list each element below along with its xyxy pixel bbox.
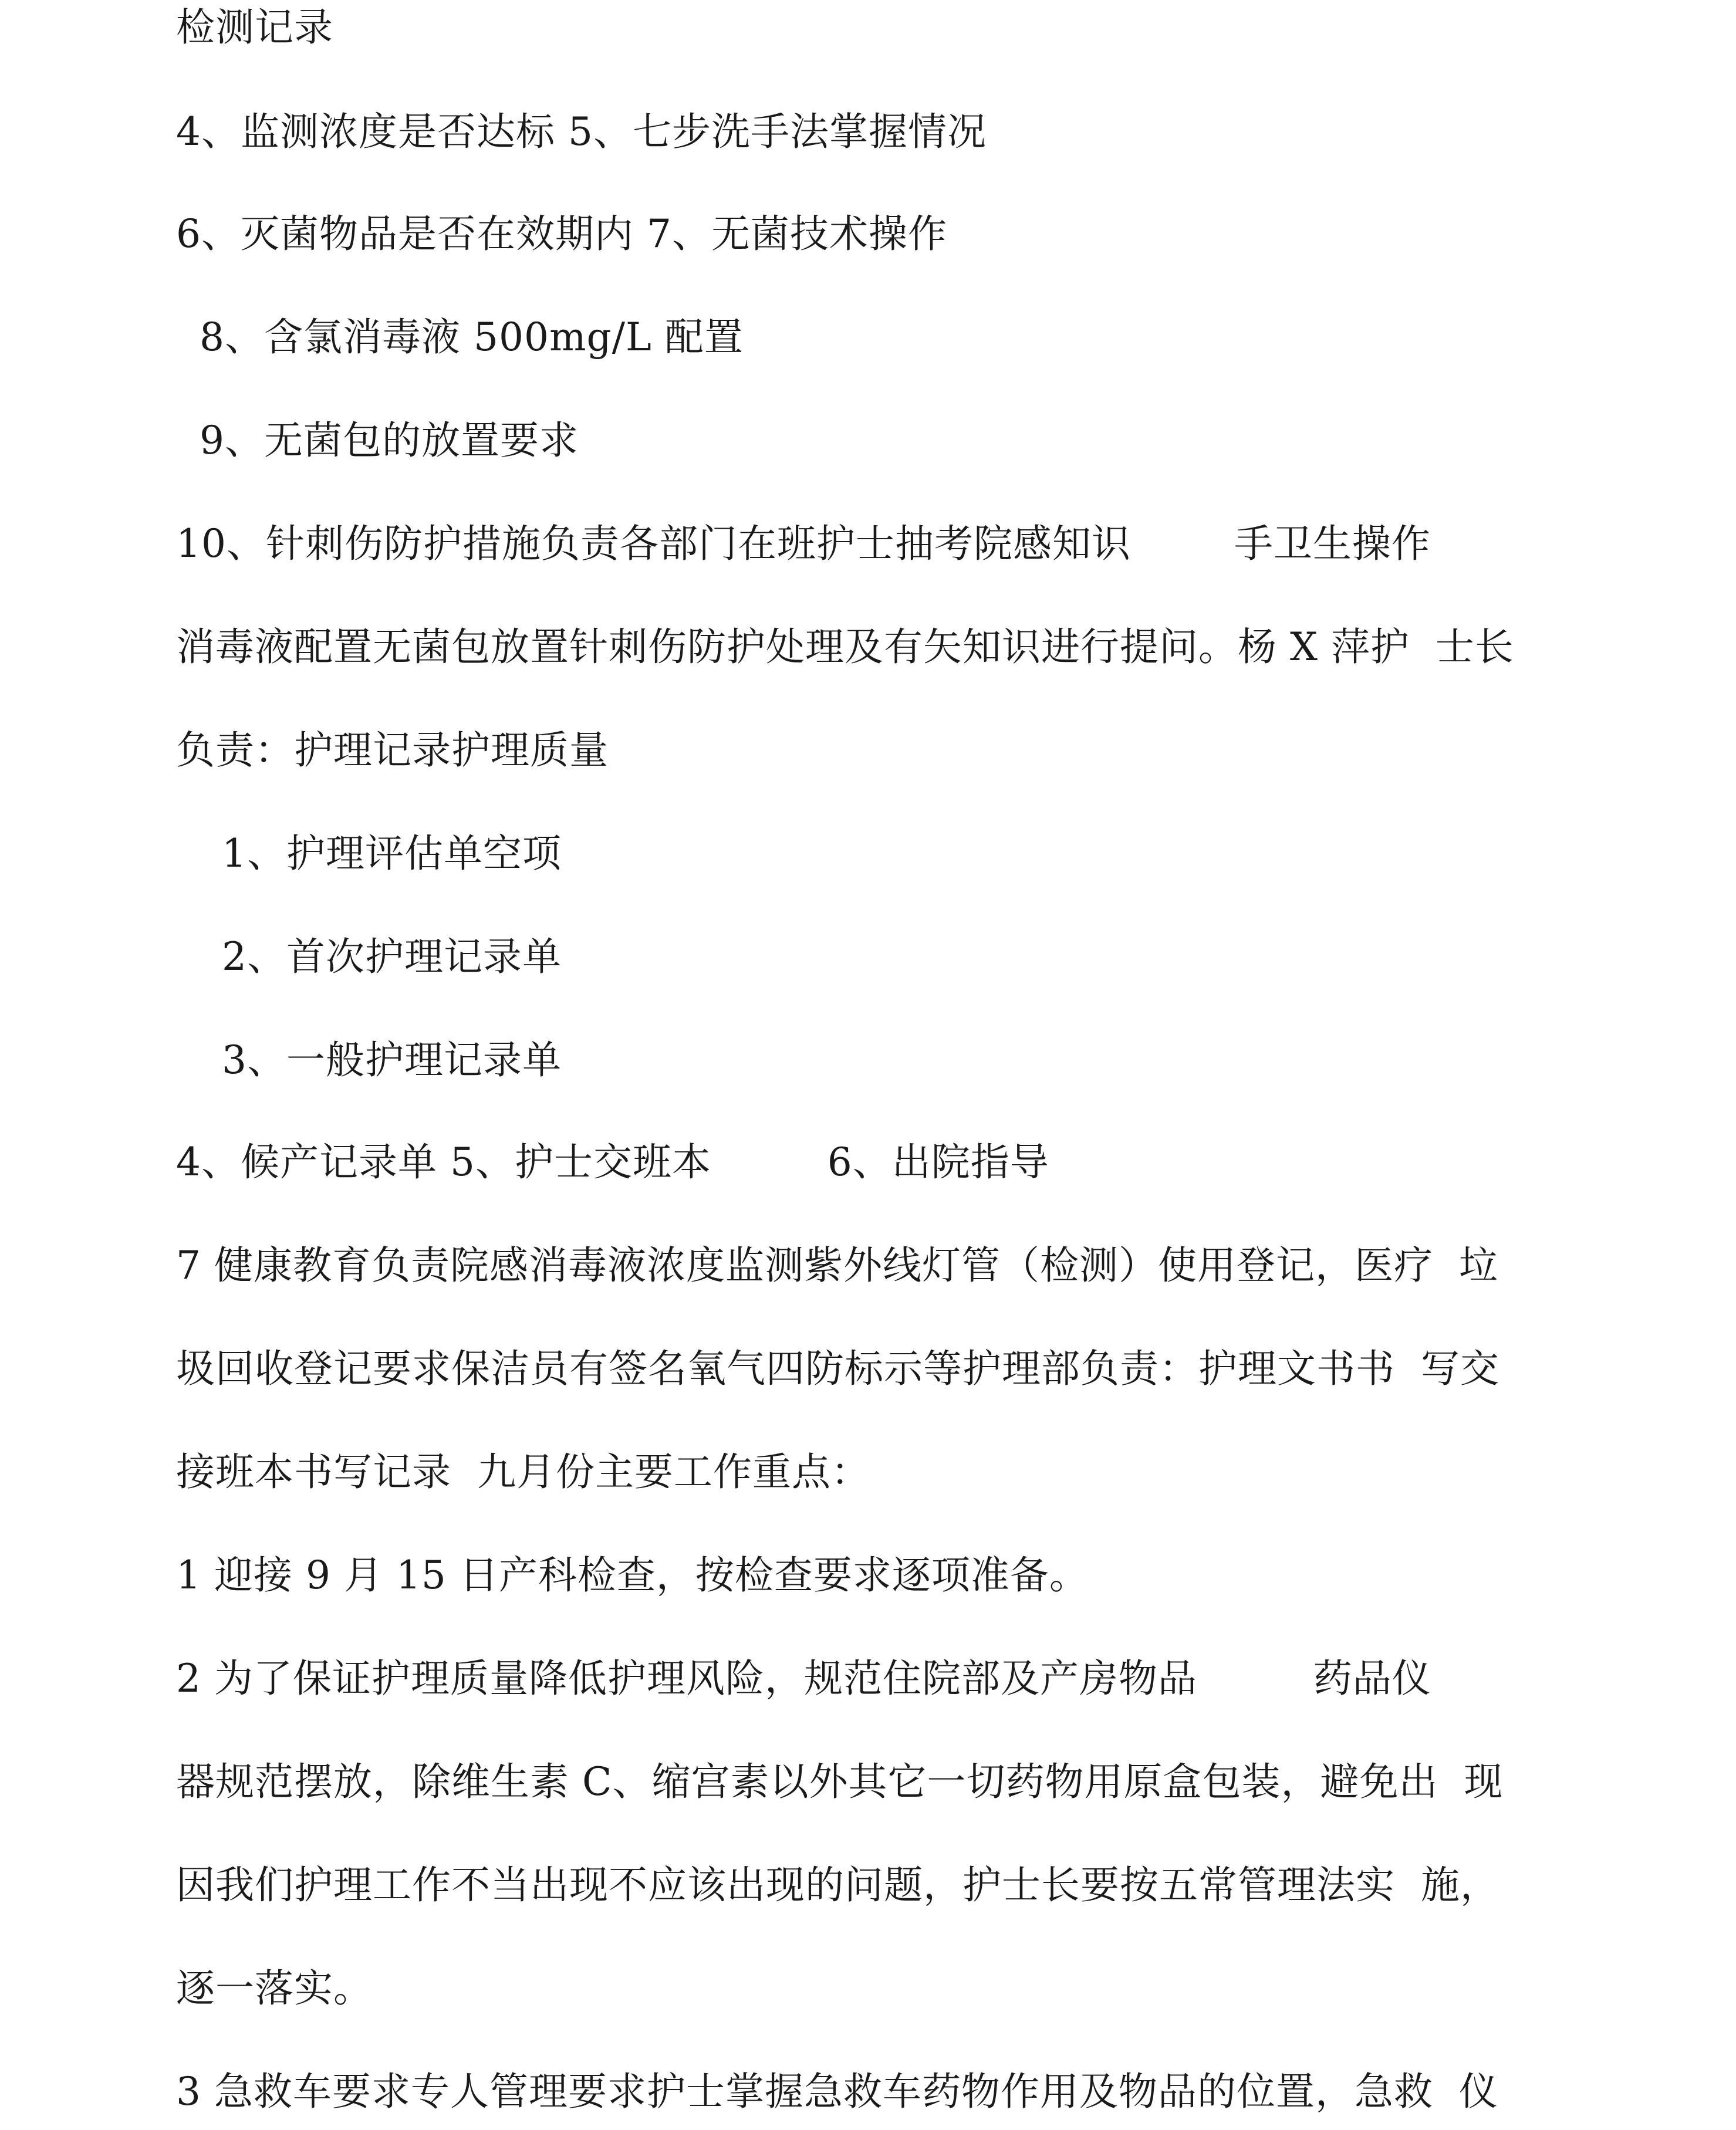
text-line: 逐一落实。 <box>176 1966 373 2011</box>
text-line: 3 急救车要求专人管理要求护士掌握急救车药物作用及物品的位置，急救 仪 <box>176 2069 1498 2114</box>
text-line: 器规范摆放，除维生素 C、缩宫素以外其它一切药物用原盒包装，避免出 现 <box>176 1759 1504 1804</box>
text-line: 1 迎接 9 月 15 日产科检查，按检查要求逐项准备。 <box>176 1553 1089 1598</box>
text-line: 2、首次护理记录单 <box>222 934 562 979</box>
text-line: 2 为了保证护理质量降低护理风险，规范住院部及产房物品 药品仪 <box>176 1656 1431 1701</box>
text-line: 因我们护理工作不当出现不应该出现的问题，护士长要按五常管理法实 施， <box>176 1862 1499 1908</box>
text-line: 8、含氯消毒液 500mg/L 配置 <box>200 315 744 360</box>
text-line: 1、护理评估单空项 <box>222 831 562 876</box>
text-line: 消毒液配置无菌包放置针刺伤防护处理及有矢知识进行提问。杨 X 萍护 士长 <box>176 624 1514 670</box>
text-line: 6、灭菌物品是否在效期内 7、无菌技术操作 <box>176 211 947 256</box>
text-line: 接班本书写记录 九月份主要工作重点： <box>176 1449 870 1495</box>
text-line: 负责：护理记录护理质量 <box>176 728 609 773</box>
text-line: 圾回收登记要求保洁员有签名氧气四防标示等护理部负责：护理文书书 写交 <box>176 1346 1499 1391</box>
text-line: 9、无菌包的放置要求 <box>200 418 579 463</box>
text-line: 检测记录 <box>176 5 333 50</box>
text-line: 7 健康教育负责院感消毒液浓度监测紫外线灯管（检测）使用登记，医疗 垃 <box>176 1243 1498 1288</box>
text-line: 4、监测浓度是否达标 5、七步洗手法掌握情况 <box>176 109 987 154</box>
text-line: 3、一般护理记录单 <box>222 1037 562 1083</box>
text-line: 4、候产记录单 5、护士交班本 6、出院指导 <box>176 1140 1049 1185</box>
text-line: 10、针刺伤防护措施负责各部门在班护士抽考院感知识 手卫生操作 <box>176 521 1431 566</box>
